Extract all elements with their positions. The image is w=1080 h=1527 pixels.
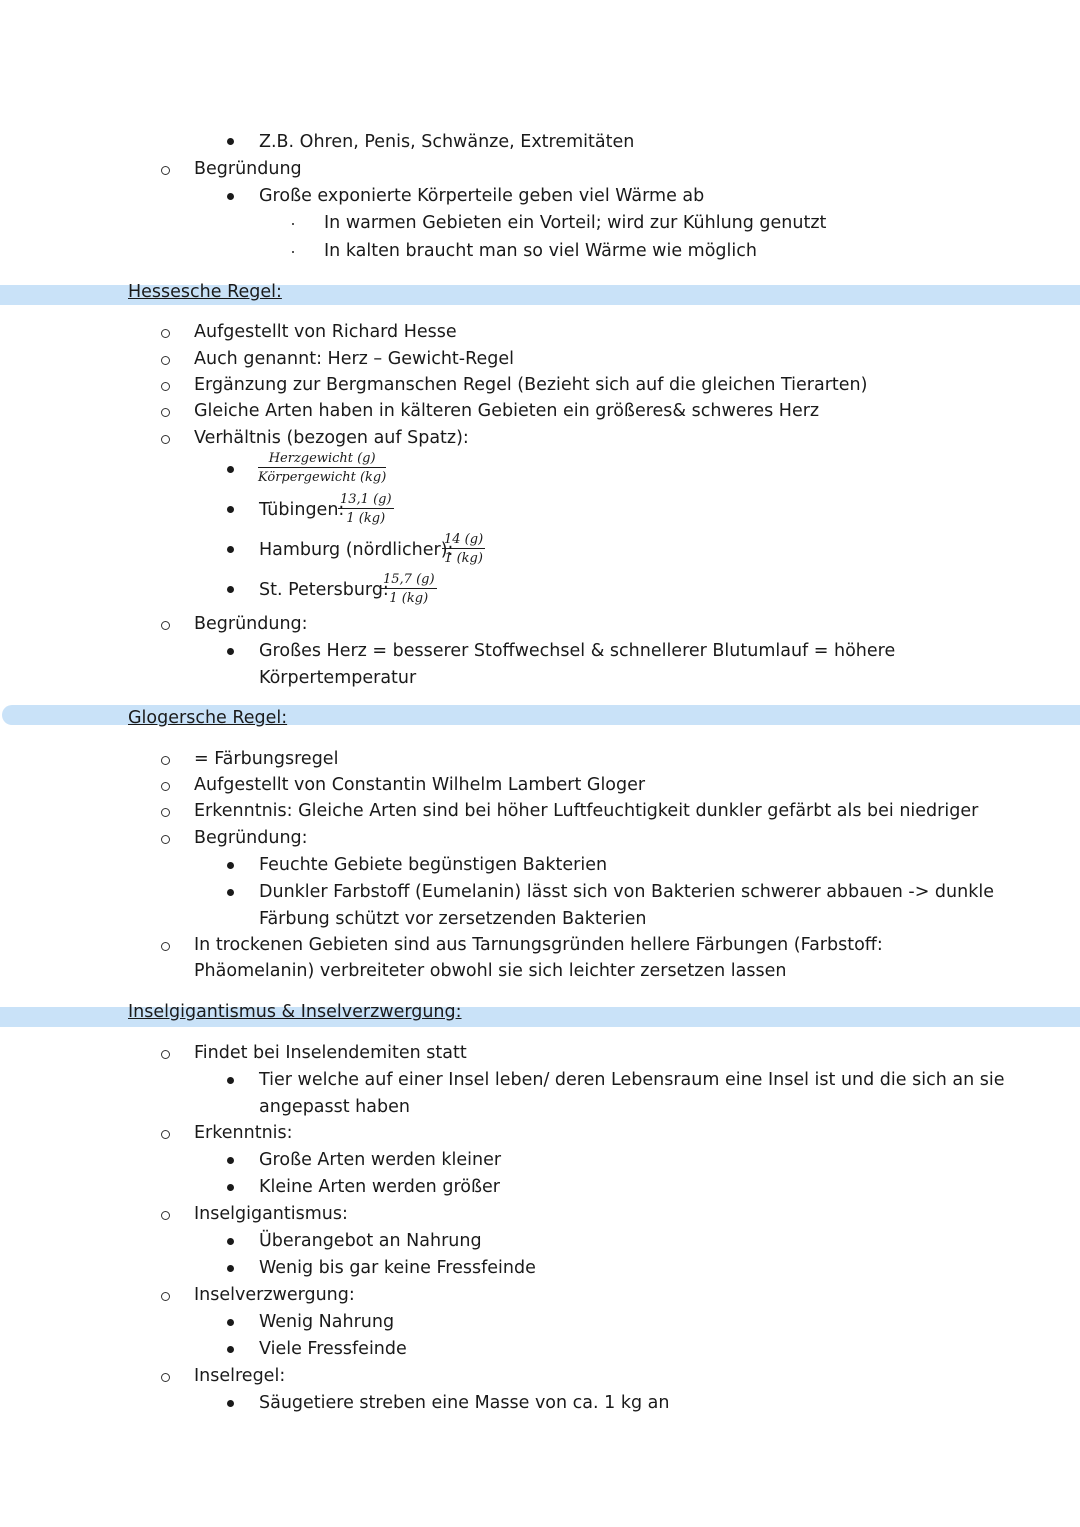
list-item: Begründung: <box>194 828 308 848</box>
bullet-marker <box>227 506 234 513</box>
list-item-cont: Phäomelanin) verbreiteter obwohl sie sich leichter zersetzen lassen <box>194 961 787 981</box>
bullet-marker <box>227 466 234 473</box>
bullet-marker <box>227 1157 234 1164</box>
bullet-text: Wenig Nahrung <box>259 1312 395 1332</box>
circle-bullet <box>161 408 170 417</box>
list-item: Erkenntnis: Gleiche Arten sind bei höher Luftfeuchtigkeit dunkler gefärbt als bei niedriger <box>194 801 979 821</box>
list-item: = Färbungsregel <box>194 749 339 769</box>
sub-bullet-marker <box>292 223 294 225</box>
section-heading-hesse: Hessesche Regel: <box>128 282 282 302</box>
city-label: Hamburg (nördlicher): <box>259 540 454 560</box>
fraction-denominator: 1 (kg) <box>346 511 386 526</box>
ratio-numerator: Herzgewicht (g) <box>258 451 386 468</box>
list-item: Auch genannt: Herz – Gewicht-Regel <box>194 349 514 369</box>
bullet-marker <box>227 546 234 553</box>
bullet-marker <box>227 889 234 896</box>
bullet-marker <box>227 138 234 145</box>
reason-label: Begründung <box>194 159 302 179</box>
fraction-numerator: 14 (g) <box>444 532 484 547</box>
city-label: St. Petersburg: <box>259 580 389 600</box>
bullet-marker <box>227 1077 234 1084</box>
petersburg-fraction <box>381 572 437 606</box>
fraction-denominator: 1 (kg) <box>444 551 483 566</box>
circle-bullet <box>161 1292 170 1301</box>
bullet-marker <box>227 586 234 593</box>
list-item: Erkenntnis: <box>194 1123 293 1143</box>
bullet-marker <box>227 648 234 655</box>
list-item: Verhältnis (bezogen auf Spatz): <box>194 428 469 448</box>
bullet-text: Dunkler Farbstoff (Eumelanin) lässt sich von Bakterien schwerer abbauen -> dunkle <box>259 882 994 902</box>
bullet-marker <box>227 1184 234 1191</box>
reason-text-cont: Körpertemperatur <box>259 668 417 688</box>
list-item: Inselverzwergung: <box>194 1285 355 1305</box>
sub-bullet-text: In kalten braucht man so viel Wärme wie möglich <box>324 241 757 261</box>
fraction-numerator: 13,1 (g) <box>340 492 392 507</box>
circle-bullet <box>161 382 170 391</box>
circle-bullet <box>161 942 170 951</box>
ratio-denominator: Körpergewicht (kg) <box>258 470 387 485</box>
list-item: Gleiche Arten haben in kälteren Gebieten ein größeres& schweres Herz <box>194 401 820 421</box>
list-item: Findet bei Inselendemiten statt <box>194 1043 467 1063</box>
circle-bullet <box>161 621 170 630</box>
bullet-text-cont: angepasst haben <box>259 1097 410 1117</box>
bullet-text: Überangebot an Nahrung <box>259 1231 482 1251</box>
circle-bullet <box>161 782 170 791</box>
circle-bullet <box>161 1130 170 1139</box>
city-label: Tübingen: <box>259 500 345 520</box>
list-item: In trockenen Gebieten sind aus Tarnungsgründen hellere Färbungen (Farbstoff: <box>194 935 883 955</box>
circle-bullet <box>161 756 170 765</box>
list-item: Aufgestellt von Constantin Wilhelm Lambert Gloger <box>194 775 646 795</box>
bullet-text: Feuchte Gebiete begünstigen Bakterien <box>259 855 608 875</box>
circle-bullet <box>161 1211 170 1220</box>
bullet-marker <box>227 862 234 869</box>
list-item: Ergänzung zur Bergmanschen Regel (Bezieht sich auf die gleichen Tierarten) <box>194 375 868 395</box>
bullet-marker <box>227 1265 234 1272</box>
circle-bullet <box>161 1050 170 1059</box>
circle-bullet <box>161 329 170 338</box>
example-bullet-text: Z.B. Ohren, Penis, Schwänze, Extremitäten <box>259 132 635 152</box>
bullet-text: Viele Fressfeinde <box>259 1339 407 1359</box>
list-item: Inselregel: <box>194 1366 286 1386</box>
circle-bullet <box>161 435 170 444</box>
circle-bullet <box>161 166 170 175</box>
bullet-text: Tier welche auf einer Insel leben/ deren Lebensraum eine Insel ist und die sich an sie <box>259 1070 1005 1090</box>
bullet-text: Kleine Arten werden größer <box>259 1177 500 1197</box>
list-item: Inselgigantismus: <box>194 1204 348 1224</box>
reason-label: Begründung: <box>194 614 308 634</box>
reason-bullet-text: Große exponierte Körperteile geben viel Wärme ab <box>259 186 705 206</box>
circle-bullet <box>161 356 170 365</box>
bullet-marker <box>227 1319 234 1326</box>
bullet-text-cont: Färbung schützt vor zersetzenden Bakterien <box>259 909 647 929</box>
circle-bullet <box>161 1373 170 1382</box>
reason-text: Großes Herz = besserer Stoffwechsel & schnellerer Blutumlauf = höhere <box>259 641 896 661</box>
circle-bullet <box>161 808 170 817</box>
hamburg-fraction <box>442 532 485 566</box>
sub-bullet-text: In warmen Gebieten ein Vorteil; wird zur Kühlung genutzt <box>324 213 827 233</box>
bullet-marker <box>227 1238 234 1245</box>
circle-bullet <box>161 835 170 844</box>
section-heading-insel: Inselgigantismus & Inselverzwergung: <box>128 1002 462 1022</box>
tuebingen-fraction <box>338 492 394 526</box>
section-heading-gloger: Glogersche Regel: <box>128 708 288 728</box>
fraction-numerator: 15,7 (g) <box>383 572 435 587</box>
sub-bullet-marker <box>292 251 294 253</box>
bullet-text: Säugetiere streben eine Masse von ca. 1 kg an <box>259 1393 670 1413</box>
ratio-fraction <box>258 451 386 485</box>
bullet-text: Wenig bis gar keine Fressfeinde <box>259 1258 536 1278</box>
bullet-text: Große Arten werden kleiner <box>259 1150 502 1170</box>
list-item: Aufgestellt von Richard Hesse <box>194 322 457 342</box>
bullet-marker <box>227 1346 234 1353</box>
fraction-denominator: 1 (kg) <box>389 591 429 606</box>
bullet-marker <box>227 1400 234 1407</box>
bullet-marker <box>227 193 234 200</box>
